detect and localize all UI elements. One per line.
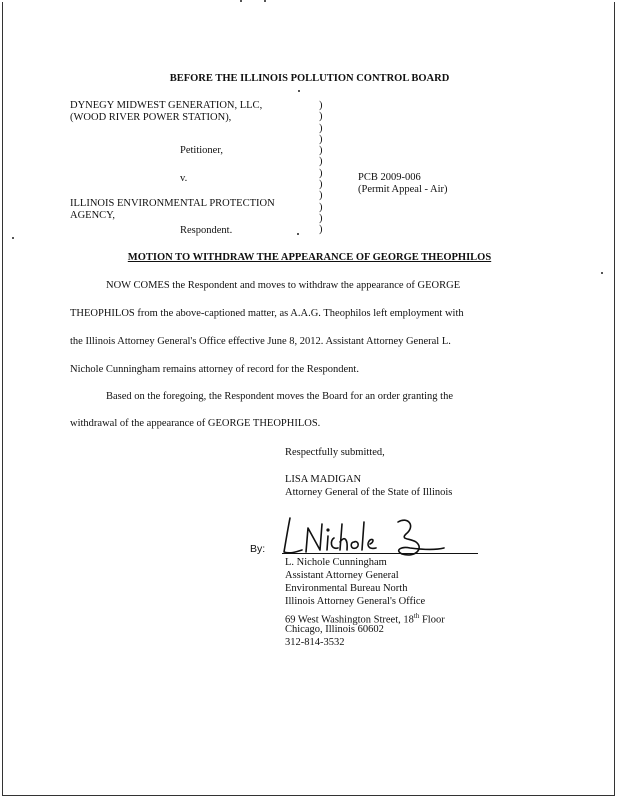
scan-mark — [240, 0, 242, 2]
paragraph-1-line-3: the Illinois Attorney General's Office effective June 8, 2012. Assistant Attorney General L. — [70, 336, 451, 347]
signer-title: Assistant Attorney General — [285, 570, 399, 581]
scan-mark — [264, 0, 266, 2]
petitioner-name-line-2: (WOOD RIVER POWER STATION), — [70, 112, 232, 123]
petitioner-name-line-1: DYNEGY MIDWEST GENERATION, LLC, — [70, 100, 263, 111]
paragraph-1-line-2: THEOPHILOS from the above-captioned matter, as A.A.G. Theophilos left employment with — [70, 308, 464, 319]
paren: ) — [319, 122, 323, 134]
signature-line — [282, 553, 478, 554]
street-prefix: 69 West Washington Street, 18 — [285, 614, 414, 626]
paren: ) — [319, 167, 323, 179]
petitioner-role: Petitioner, — [180, 145, 224, 156]
paren: ) — [319, 100, 323, 111]
street-suffix: Floor — [419, 614, 445, 626]
by-label: By: — [250, 543, 266, 555]
case-number: PCB 2009-006 — [358, 172, 421, 183]
signer-name: L. Nichole Cunningham — [285, 557, 387, 568]
scan-mark — [601, 272, 603, 274]
paragraph-2-line-1: Based on the foregoing, the Respondent moves the Board for an order granting the — [106, 391, 453, 402]
signer-office: Illinois Attorney General's Office — [285, 596, 426, 607]
attorney-general-title: Attorney General of the State of Illinois — [285, 487, 453, 498]
signer-phone: 312-814-3532 — [285, 637, 345, 648]
respondent-name-line-2: AGENCY, — [70, 210, 116, 221]
scan-mark — [297, 233, 299, 235]
paren: ) — [319, 156, 323, 168]
paren: ) — [319, 133, 323, 145]
respectfully-submitted: Respectfully submitted, — [285, 447, 385, 458]
paren: ) — [319, 111, 323, 123]
paragraph-2-line-2: withdrawal of the appearance of GEORGE THEOPHILOS. — [70, 418, 321, 429]
versus-label: v. — [180, 173, 188, 184]
paren: ) — [319, 145, 323, 157]
paragraph-1-line-1: NOW COMES the Respondent and moves to withdraw the appearance of GEORGE — [106, 280, 461, 291]
document-heading: BEFORE THE ILLINOIS POLLUTION CONTROL BOARD — [169, 73, 450, 84]
respondent-name-line-1: ILLINOIS ENVIRONMENTAL PROTECTION — [70, 198, 275, 209]
scan-mark — [12, 237, 14, 239]
paren: ) — [319, 212, 323, 224]
caption-parentheses — [319, 100, 323, 236]
paren: ) — [319, 190, 323, 202]
attorney-general-name: LISA MADIGAN — [285, 474, 362, 485]
street-ordinal-suffix: th — [413, 612, 420, 620]
signer-city: Chicago, Illinois 60602 — [285, 624, 384, 635]
signer-bureau: Environmental Bureau North — [285, 583, 408, 594]
paren: ) — [319, 224, 323, 236]
paren: ) — [319, 179, 323, 191]
respondent-role: Respondent. — [180, 225, 233, 236]
paren: ) — [319, 201, 323, 213]
scan-mark — [298, 90, 300, 92]
paragraph-1-line-4: Nichole Cunningham remains attorney of record for the Respondent. — [70, 364, 359, 375]
motion-title: MOTION TO WITHDRAW THE APPEARANCE OF GEORGE THEOPHILOS — [127, 252, 492, 263]
case-type: (Permit Appeal - Air) — [358, 184, 448, 195]
